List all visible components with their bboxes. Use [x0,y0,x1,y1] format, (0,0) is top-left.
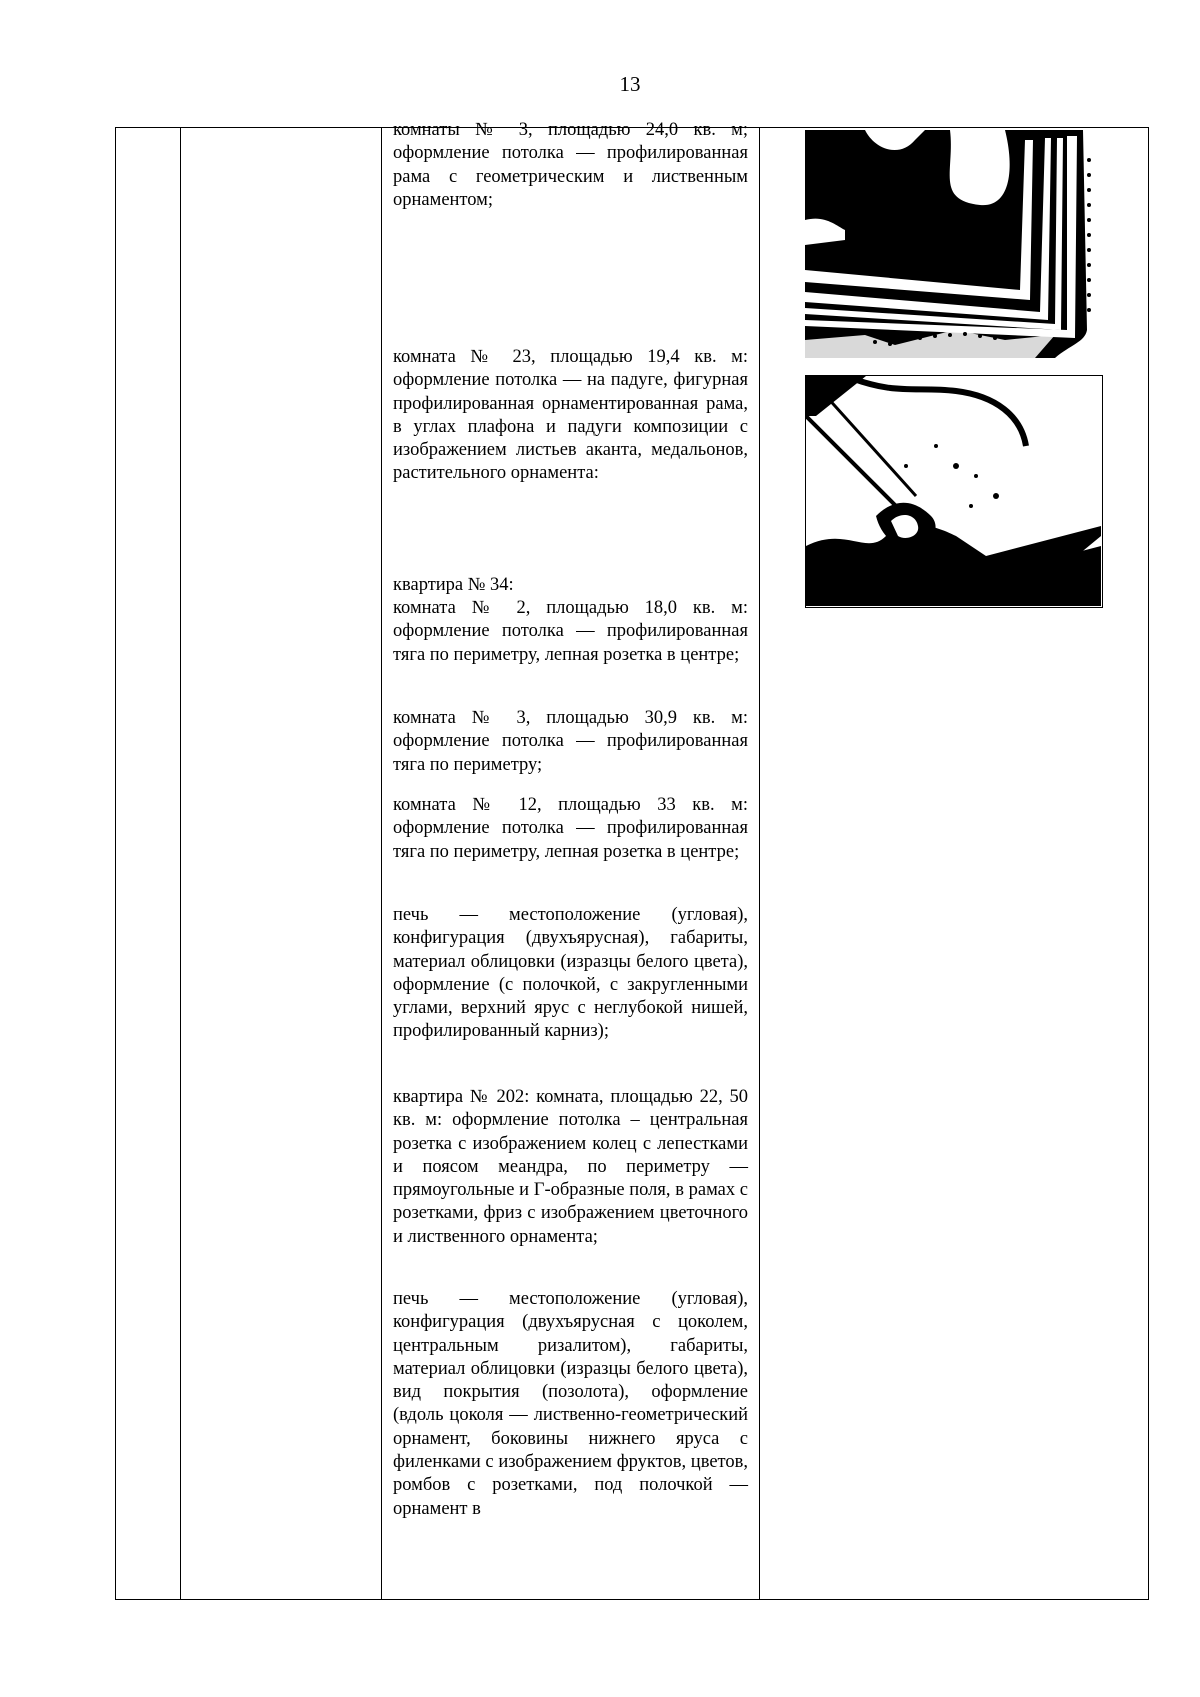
entry-room-12-ceiling: комната № 12, площадью 33 кв. м: оформление потолка — профилированная тяга по периметру, лепная розетка в центре; [393,795,748,862]
cove-ornament-photo [805,375,1103,608]
ceiling-frame-photo [805,130,1103,358]
monument-description-table [115,120,1149,1600]
column-divider-3 [759,128,760,1599]
column-divider-2 [381,128,382,1599]
entry-apartment-202: квартира № 202: комната, площадью 22, 50 кв. м: оформление потолка – центральная розетка с изображением колец с лепестками и поясом меандра, по периметру — прямоугольные и Г-образные поля, в рамах с розетками, фриз с изображением цветочного и лиственного орнамента; [393,1087,748,1247]
entry-room-3-ceiling-b: комната № 3, площадью 30,9 кв. м: оформление потолка — профилированная тяга по периметру; [393,708,748,775]
entry-apartment-34-heading: квартира № 34: [393,575,514,595]
entry-room-23-ceiling: комната № 23, площадью 19,4 кв. м: оформление потолка — на падуге, фигурная профилированная орнаментированная рама, в углах плафона и падуги композиции с изображением листьев аканта, медальонов, растительного орнамента: [393,347,748,484]
page-number: 13 [619,72,641,96]
cove-ornament-photo-art [806,376,1101,606]
entry-room-3-ceiling: комнаты № 3, площадью 24,0 кв. м; оформление потолка — профилированная рама с геометрическим и лиственным орнаментом; [393,120,748,210]
column-divider-1 [180,128,181,1599]
entry-stove-2: печь — местоположение (угловая), конфигурация (двухъярусная с цоколем, центральным ризалитом), габариты, материал облицовки (изразцы белого цвета), вид покрытия (позолота), оформление (вдоль цоколя — лиственно-геометрический орнамент, боковины нижнего яруса с филенками с изображением фруктов, цветов, ромбов с розетками, под полочкой — орнамент в [393,1289,748,1519]
ceiling-frame-photo-art [805,130,1103,358]
entry-stove-1: печь — местоположение (угловая), конфигурация (двухъярусная), габариты, материал облицовки (изразцы белого цвета), оформление (с полочкой, с закругленными углами, верхний ярус с неглубокой нишей, профилированный карниз); [393,905,748,1042]
entry-room-2-ceiling: комната № 2, площадью 18,0 кв. м: оформление потолка — профилированная тяга по периметру, лепная розетка в центре; [393,598,748,665]
